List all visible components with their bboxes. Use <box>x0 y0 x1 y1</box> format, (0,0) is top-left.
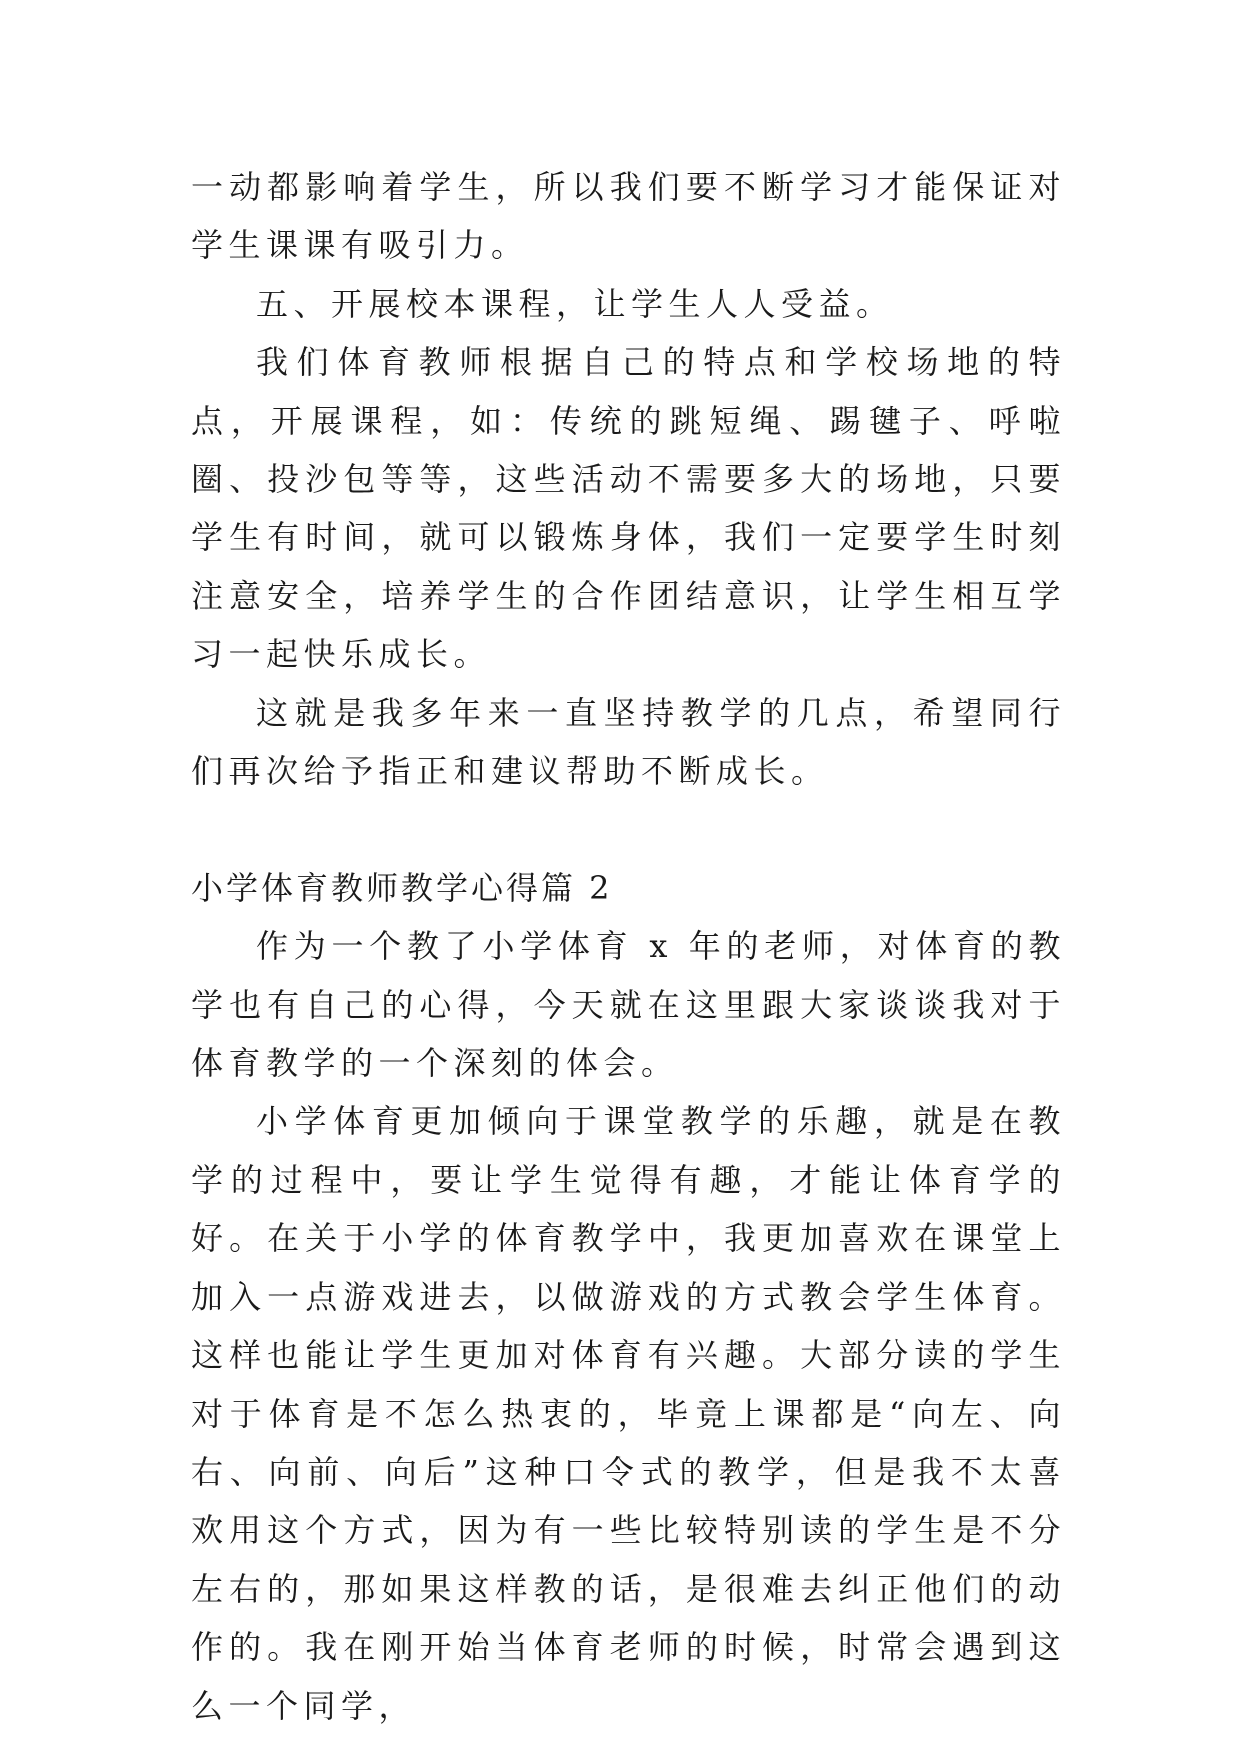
section-heading: 小学体育教师教学心得篇 2 <box>191 868 613 907</box>
paragraph-6: 小学体育更加倾向于课堂教学的乐趣，就是在教学的过程中，要让学生觉得有趣，才能让体育学的好。在关于小学的体育教学中，我更加喜欢在课堂上加入一点游戏进去，以做游戏的方式教会学生体育。这样也能让学生更加对体育有兴趣。大部分读的学生对于体育是不怎么热衷的，毕竟上课都是“向左、向右、向前、向后”这种口令式的教学，但是我不太喜欢用这个方式，因为有一些比较特别读的学生是不分左右的，那如果这样教的话，是很难去纠正他们的动作的。我在刚开始当体育老师的时候，时常会遇到这么一个同学， <box>191 1102 1066 1725</box>
paragraph-4: 这就是我多年来一直坚持教学的几点，希望同行们再次给予指正和建议帮助不断成长。 <box>191 693 1066 791</box>
paragraph-3: 我们体育教师根据自己的特点和学校场地的特点，开展课程，如：传统的跳短绳、踢毽子、呼啦圈、投沙包等等，这些活动不需要多大的场地，只要学生有时间，就可以锻炼身体，我们一定要学生时刻注意安全，培养学生的合作团结意识，让学生相互学习一起快乐成长。 <box>191 343 1066 674</box>
section-gap <box>191 800 1066 858</box>
document-body <box>191 158 1066 1735</box>
paragraph-1: 一动都影响着学生，所以我们要不断学习才能保证对学生课课有吸引力。 <box>191 168 1066 265</box>
paragraph-5: 作为一个教了小学体育 x 年的老师，对体育的教学也有自己的心得，今天就在这里跟大家谈谈我对于体育教学的一个深刻的体会。 <box>191 927 1066 1083</box>
paragraph-2: 五、开展校本课程，让学生人人受益。 <box>256 284 894 323</box>
